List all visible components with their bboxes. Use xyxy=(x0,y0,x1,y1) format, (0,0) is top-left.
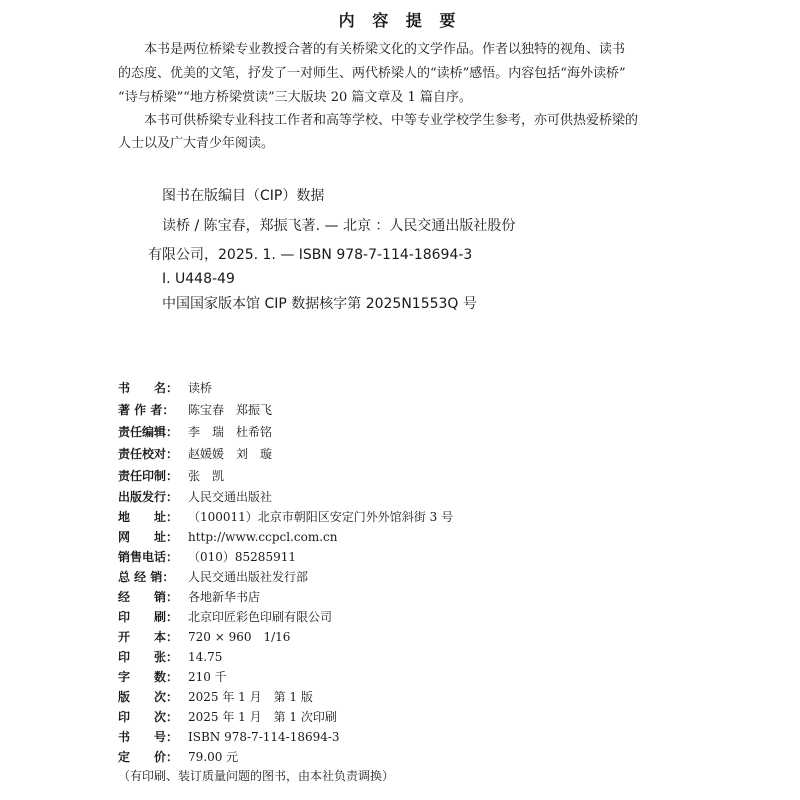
cip-line: Ⅰ. U448-49 xyxy=(148,271,235,287)
colophon-value: ISBN 978-7-114-18694-3 xyxy=(188,730,340,744)
colophon-label: 地 址： xyxy=(118,510,179,524)
colophon-label: 销售电话： xyxy=(118,550,179,564)
colophon-value: 720 × 960 1/16 xyxy=(188,630,291,644)
colophon-row xyxy=(118,486,272,508)
colophon-row xyxy=(118,566,308,588)
colophon-label: 经 销： xyxy=(118,590,179,604)
colophon-row xyxy=(118,443,272,465)
colophon-label: 出版发行： xyxy=(118,490,179,504)
colophon-value: 人民交通出版社发行部 xyxy=(188,570,309,584)
cip-heading: 图书在版编目（CIP）数据 xyxy=(162,188,325,204)
summary-line: 本书是两位桥梁专业教授合著的有关桥梁文化的文学作品。作者以独特的视角、读书 xyxy=(118,42,626,57)
colophon-value: 2025 年 1 月 第 1 版 xyxy=(188,690,313,704)
colophon-label: 印 张： xyxy=(118,650,179,664)
colophon-row xyxy=(118,399,272,421)
colophon-row xyxy=(118,506,453,528)
colophon-label: 字 数： xyxy=(118,670,179,684)
colophon-value: 赵媛媛 刘 璇 xyxy=(188,447,273,461)
colophon-label: 版 次： xyxy=(118,690,179,704)
colophon-value: 张 凯 xyxy=(188,469,225,483)
cip-line: 读桥 / 陈宝春，郑振飞著. — 北京 ：人民交通出版社股份 xyxy=(148,218,516,234)
colophon-label: 书 名： xyxy=(118,381,179,395)
colophon-value: 14.75 xyxy=(188,650,223,664)
summary-line: 本书可供桥梁专业科技工作者和高等学校、中等专业学校学生参考，亦可供热爱桥梁的 xyxy=(118,113,639,128)
colophon-row xyxy=(118,546,296,568)
summary-line: 人士以及广大青少年阅读。 xyxy=(118,136,275,151)
colophon-value: 2025 年 1 月 第 1 次印刷 xyxy=(188,710,337,724)
colophon-row xyxy=(118,646,222,668)
colophon-value: （010）85285911 xyxy=(188,550,296,564)
colophon-label: 印 次： xyxy=(118,710,179,724)
summary-line: “诗与桥梁”“地方桥梁赏读”三大版块 20 篇文章及 1 篇自序。 xyxy=(118,90,472,105)
colophon-row xyxy=(118,726,340,748)
colophon-label: 责任编辑： xyxy=(118,425,179,439)
colophon-row xyxy=(118,626,290,648)
colophon-row xyxy=(118,586,260,608)
cip-line: 有限公司，2025. 1. — ISBN 978-7-114-18694-3 xyxy=(148,247,473,263)
colophon-row xyxy=(118,686,313,708)
colophon-value: 读桥 xyxy=(188,381,213,395)
colophon-row xyxy=(118,421,272,443)
colophon-value: 陈宝春 郑振飞 xyxy=(188,403,273,417)
colophon-label: 责任印制： xyxy=(118,469,179,483)
colophon-row xyxy=(118,377,212,399)
colophon-label: 开 本： xyxy=(118,630,179,644)
price-value: 79.00 元 xyxy=(188,750,239,764)
footer-note: （有印刷、装订质量问题的图书，由本社负责调换） xyxy=(118,769,395,783)
colophon-value: 北京印匠彩色印刷有限公司 xyxy=(188,610,333,624)
website-link: http://www.ccpcl.com.cn xyxy=(188,530,338,544)
colophon-value: 李 瑞 杜希铭 xyxy=(188,425,273,439)
colophon-label: 著 作 者： xyxy=(118,403,175,417)
colophon-value: 210 千 xyxy=(188,670,227,684)
colophon-label: 网 址： xyxy=(118,530,179,544)
colophon-row xyxy=(118,666,227,688)
colophon-label: 书 号： xyxy=(118,730,179,744)
colophon-row xyxy=(118,526,337,548)
colophon-label: 总 经 销： xyxy=(118,570,175,584)
colophon-value: （100011）北京市朝阳区安定门外外馆斜街 3 号 xyxy=(188,510,454,524)
colophon-row xyxy=(118,746,238,768)
colophon-value: 各地新华书店 xyxy=(188,590,261,604)
colophon-label: 定 价： xyxy=(118,750,179,764)
colophon-label: 印 刷： xyxy=(118,610,179,624)
colophon-label: 责任校对： xyxy=(118,447,179,461)
summary-line: 的态度、优美的文笔，抒发了一对师生、两代桥梁人的“读桥”感悟。内容包括“海外读桥” xyxy=(118,66,626,81)
colophon-value: 人民交通出版社 xyxy=(188,490,273,504)
cip-line: 中国国家版本馆 CIP 数据核字第 2025N1553Q 号 xyxy=(148,296,477,312)
colophon-row xyxy=(118,706,337,728)
colophon-row xyxy=(118,606,332,628)
colophon-row xyxy=(118,465,224,487)
summary-title: 内 容 提 要 xyxy=(338,11,462,30)
